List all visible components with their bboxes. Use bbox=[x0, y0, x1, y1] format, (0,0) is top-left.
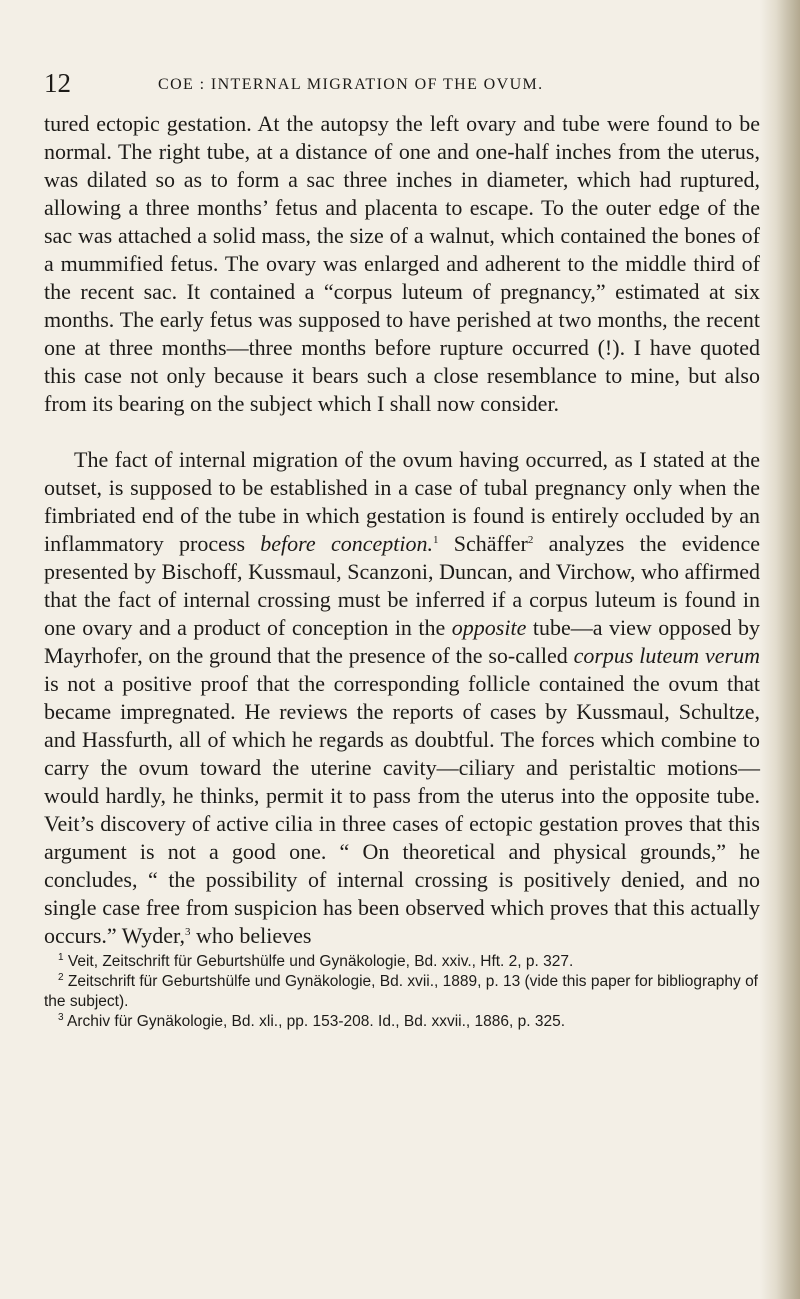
footnote-2-text: Zeitschrift für Geburtshülfe und Gynäkologie, Bd. xvii., 1889, p. 13 (vide this paper for bibliography of the subject). bbox=[44, 973, 758, 1010]
footnote-ref-1[interactable]: 1 bbox=[432, 534, 439, 546]
footnotes bbox=[44, 952, 760, 1032]
footnote-1-mark: 1 bbox=[58, 952, 64, 963]
emphasis-corpus-luteum-verum: corpus luteum verum bbox=[573, 643, 760, 668]
footnote-1 bbox=[44, 952, 760, 972]
footnote-3-text: Archiv für Gynäkologie, Bd. xli., pp. 153-208. Id., Bd. xxvii., 1886, p. 325. bbox=[63, 1013, 566, 1030]
paragraph-2-text-f: analyzes the evidence presented by Bischoff, Kussmaul, Scanzoni, Duncan, and Virchow, who affirmed that the fact of internal crossing must be inferred if a corpus luteum is found in one ovary and a product of conception in the bbox=[44, 531, 760, 640]
paragraph-2-text-l: who believes bbox=[190, 923, 312, 948]
footnote-3 bbox=[44, 1012, 760, 1032]
footnote-2-mark: 2 bbox=[58, 972, 64, 983]
paragraph-2-text-a: The fact of internal migration of the ovum having occurred, as I stated at the outset, is supposed to be established in a case of tubal pregnancy only when the fimbriated end of the tube in which gestation is found is entirely occluded by an inflammatory process bbox=[44, 447, 760, 556]
body-text bbox=[44, 110, 760, 1032]
emphasis-before-conception: before conception. bbox=[260, 531, 433, 556]
footnote-ref-2[interactable]: 2 bbox=[527, 534, 534, 546]
page-header bbox=[44, 68, 744, 98]
footnote-3-mark: 3 bbox=[58, 1012, 64, 1023]
paragraph-2-text-j: is not a positive proof that the corresponding follicle contained the ovum that became impregnated. He reviews the reports of cases by Kussmaul, Schultze, and Hassfurth, all of which he regards as doubtful. The forces which combine to carry the ovum toward the uterine cavity—ciliary and peristaltic motions—would hardly, he thinks, permit it to pass from the uterus into the opposite tube. Veit’s discovery of active cilia in three cases of ectopic gestation proves that this argument is not a good one. “ On theoretical and physical grounds,” he concludes, “ the possibility of internal crossing is positively denied, and no single case free from suspicion has been observed which proves that this actually occurs.” Wyder, bbox=[44, 671, 760, 948]
paragraph-2 bbox=[44, 446, 760, 950]
paragraph-2-text-h: tube—a view opposed by Mayrhofer, on the ground that the presence of the so-called bbox=[44, 615, 761, 668]
page-binding-edge bbox=[760, 0, 800, 1299]
running-head: COE : INTERNAL MIGRATION OF THE OVUM. bbox=[158, 76, 544, 93]
footnote-ref-3[interactable]: 3 bbox=[184, 926, 191, 938]
emphasis-opposite: opposite bbox=[451, 615, 527, 640]
footnote-1-text: Veit, Zeitschrift für Geburtshülfe und Gynäkologie, Bd. xxiv., Hft. 2, p. 327. bbox=[63, 953, 574, 970]
page-number: 12 bbox=[44, 68, 71, 98]
footnote-2 bbox=[44, 972, 760, 1012]
paragraph-1: tured ectopic gestation. At the autopsy the left ovary and tube were found to be normal. The right tube, at a distance of one and one-half inches from the uterus, was dilated so as to form a sac three inches in diameter, which had ruptured, allowing a three months’ fetus and placenta to escape. To the outer edge of the sac was attached a solid mass, the size of a walnut, which contained the bones of a mummified fetus. The ovary was enlarged and adherent to the middle third of the recent sac. It contained a “corpus luteum of pregnancy,” estimated at six months. The early fetus was supposed to have perished at two months, the recent one at three months—three months before rupture occurred (!). I have quoted this case not only because it bears such a close resemblance to mine, but also from its bearing on the subject which I shall now consider. bbox=[44, 111, 760, 416]
paragraph-2-text-d: Schäffer bbox=[438, 531, 528, 556]
